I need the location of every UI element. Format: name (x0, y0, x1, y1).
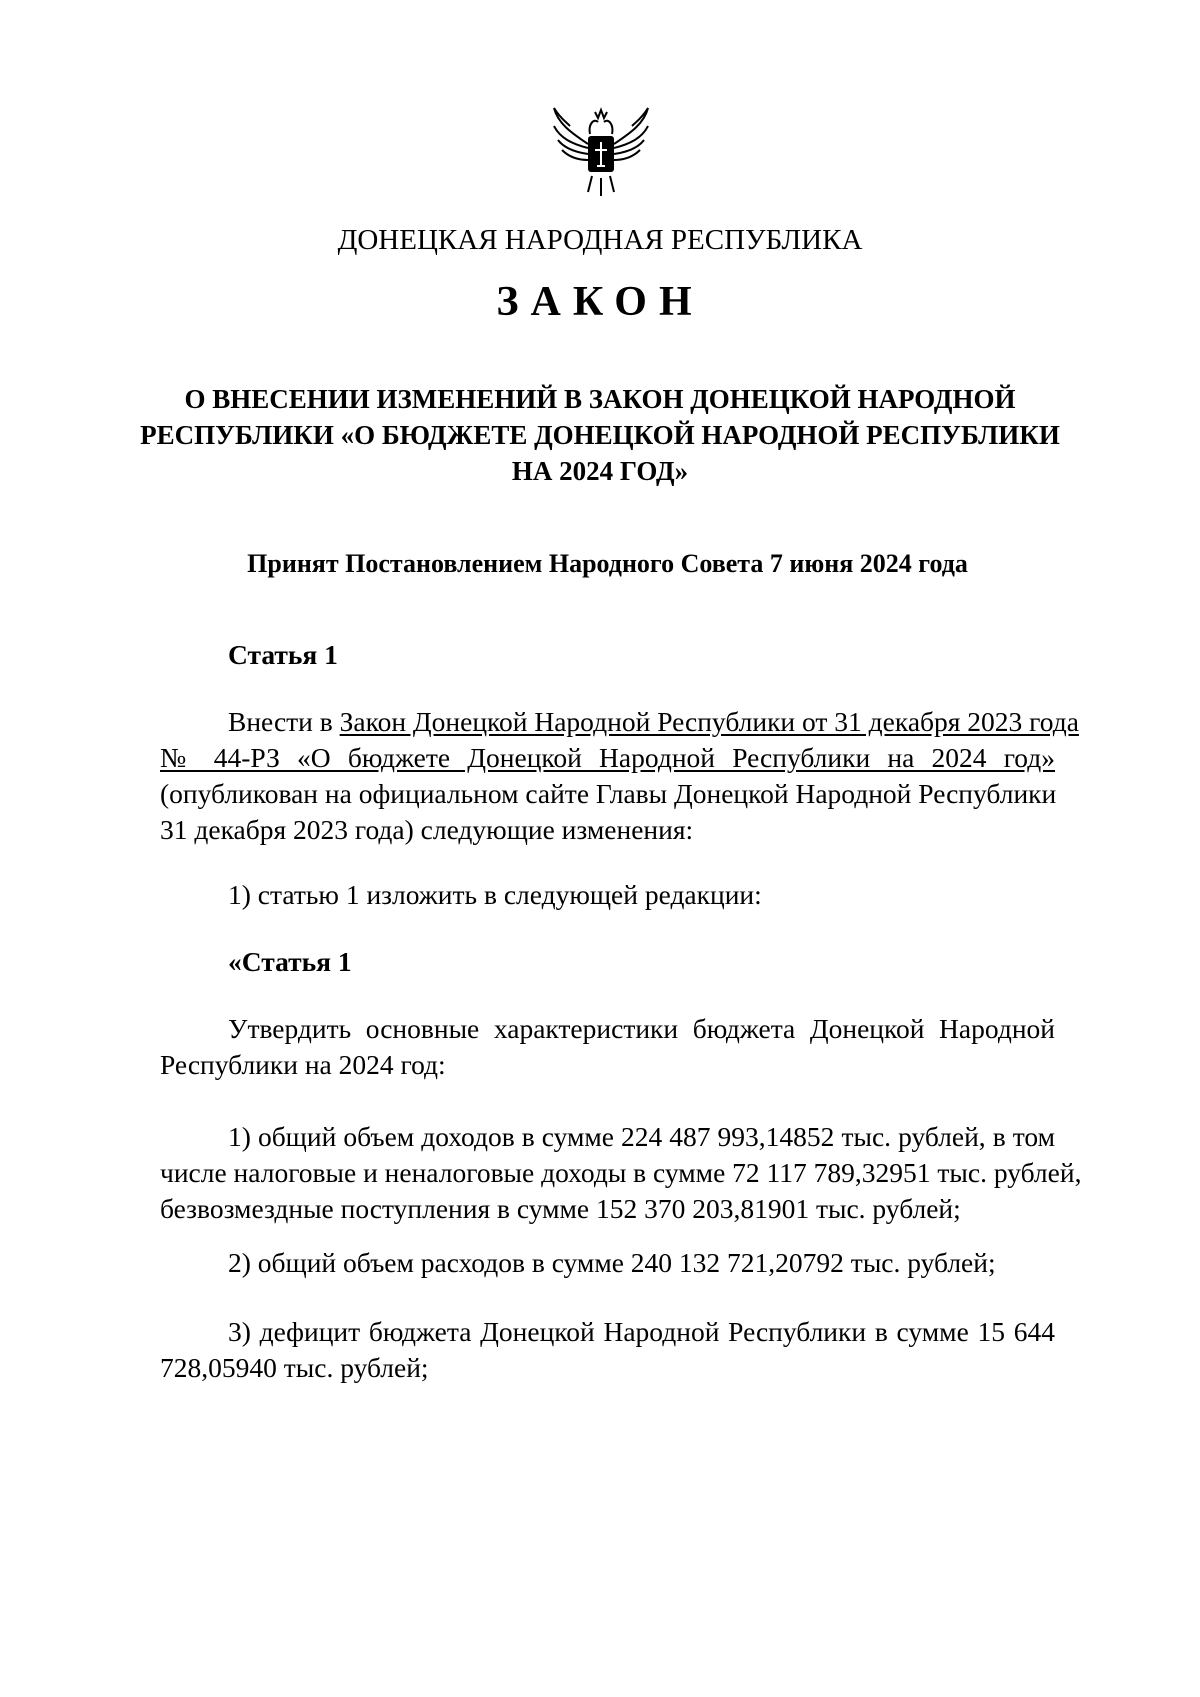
law-title (0, 381, 1200, 489)
paragraph-line: Республики на 2024 год: (160, 1049, 446, 1080)
article-heading-text: Статья 1 (228, 639, 338, 670)
approve-paragraph (160, 1011, 1055, 1083)
quoted-article-heading-text: «Статья 1 (228, 946, 352, 977)
deficit-item (160, 1314, 1055, 1386)
paragraph-line: числе налоговые и неналоговые доходы в сумме 72 117 789,32951 тыс. рублей, (160, 1157, 1082, 1188)
state-name: ДОНЕЦКАЯ НАРОДНАЯ РЕСПУБЛИКА (337, 224, 863, 256)
intro-line: (опубликован на официальном сайте Главы Донецкой Народной Республики (160, 778, 1057, 809)
amendment-item-text: 1) статью 1 изложить в следующей редакции: (228, 879, 762, 910)
intro-line (160, 740, 1055, 776)
article-heading (160, 637, 1055, 673)
law-reference-link[interactable]: Закон Донецкой Народной Республики от 31 декабря 2023 года (339, 706, 1079, 737)
intro-line (160, 704, 1079, 740)
paragraph-line: 3) дефицит бюджета Донецкой Народной Республики в сумме 15 644 (228, 1316, 1055, 1347)
adoption-note: Принят Постановлением Народного Совета 7 июня 2024 года (247, 549, 968, 578)
intro-line: 31 декабря 2023 года) следующие изменения: (160, 814, 694, 845)
quoted-article-heading (160, 944, 1055, 980)
coat-of-arms-icon (548, 104, 654, 202)
law-title-line: РЕСПУБЛИКИ «О БЮДЖЕТЕ ДОНЕЦКОЙ НАРОДНОЙ РЕСПУБЛИКИ (140, 420, 1060, 450)
amendment-item (160, 877, 1055, 913)
expenditure-item (160, 1245, 1055, 1281)
intro-paragraph (160, 704, 1079, 848)
revenue-item (160, 1119, 1082, 1227)
law-title-line: НА 2024 ГОД» (511, 456, 689, 486)
paragraph-line: 2) общий объем расходов в сумме 240 132 721,20792 тыс. рублей; (228, 1247, 996, 1278)
paragraph-line: Утвердить основные характеристики бюджета Донецкой Народной (228, 1013, 1055, 1044)
document-type: ЗАКОН (496, 279, 704, 325)
law-reference-link[interactable]: № 44-РЗ «О бюджете Донецкой Народной Республики на 2024 год» (160, 742, 1055, 773)
paragraph-line: безвозмездные поступления в сумме 152 370 203,81901 тыс. рублей; (160, 1193, 961, 1224)
intro-text: Внести в (228, 706, 340, 737)
paragraph-line: 1) общий объем доходов в сумме 224 487 993,14852 тыс. рублей, в том (228, 1121, 1055, 1152)
law-title-line: О ВНЕСЕНИИ ИЗМЕНЕНИЙ В ЗАКОН ДОНЕЦКОЙ НАРОДНОЙ (184, 384, 1016, 414)
paragraph-line: 728,05940 тыс. рублей; (160, 1352, 429, 1383)
